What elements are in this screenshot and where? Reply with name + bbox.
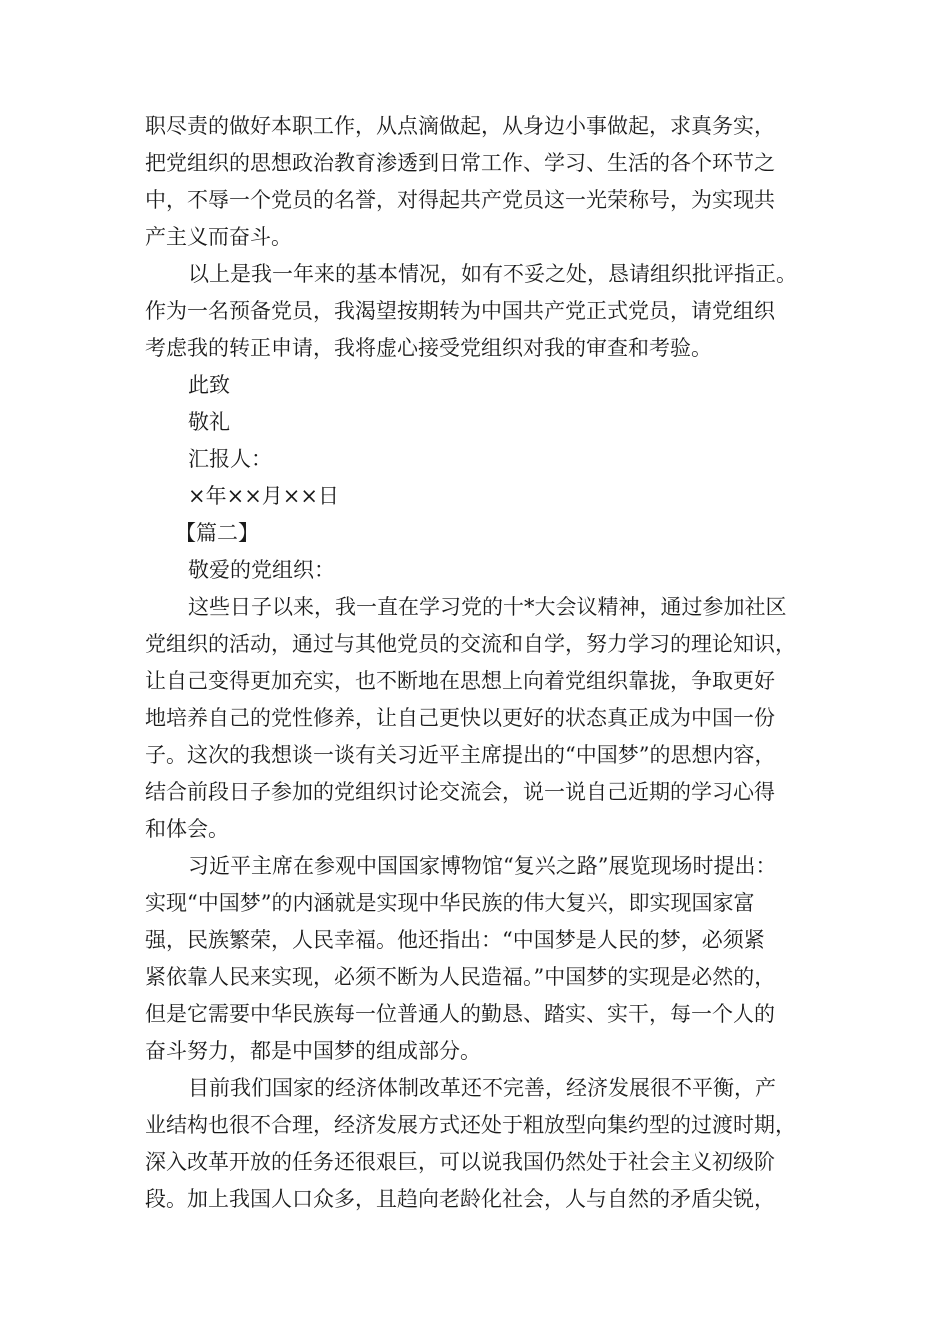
body-text-line: 强，民族繁荣，人民幸福。他还指出：“中国梦是人民的梦，必须紧 xyxy=(145,928,765,952)
paragraph-first-line: 习近平主席在参观中国国家博物馆“复兴之路”展览现场时提出： xyxy=(188,854,777,878)
body-text-line: 实现“中国梦”的内涵就是实现中华民族的伟大复兴，即实现国家富 xyxy=(145,891,755,915)
date-line: ×年××月××日 xyxy=(188,484,339,508)
body-text-line: 把党组织的思想政治教育渗透到日常工作、学习、生活的各个环节之 xyxy=(145,151,775,175)
body-text-line: 紧依靠人民来实现，必须不断为人民造福。”中国梦的实现是必然的， xyxy=(145,965,776,989)
body-text-line: 业结构也很不合理，经济发展方式还处于粗放型向集约型的过渡时期， xyxy=(145,1113,796,1137)
closing-salutation: 此致 xyxy=(188,373,230,397)
paragraph-first-line: 目前我们国家的经济体制改革还不完善，经济发展很不平衡，产 xyxy=(188,1076,776,1100)
body-text-line: 奋斗努力，都是中国梦的组成部分。 xyxy=(145,1039,481,1063)
body-text-line: 中，不辱一个党员的名誉，对得起共产党员这一光荣称号，为实现共 xyxy=(145,188,775,212)
body-text-line: 让自己变得更加充实，也不断地在思想上向着党组织靠拢，争取更好 xyxy=(145,669,775,693)
body-text-line: 职尽责的做好本职工作，从点滴做起，从身边小事做起，求真务实， xyxy=(145,114,775,138)
body-text-line: 段。加上我国人口众多，且趋向老龄化社会，人与自然的矛盾尖锐， xyxy=(145,1187,775,1211)
paragraph-first-line: 这些日子以来，我一直在学习党的十*大会议精神，通过参加社区 xyxy=(188,595,787,619)
greeting-line: 敬爱的党组织： xyxy=(188,558,335,582)
closing-regards: 敬礼 xyxy=(188,410,230,434)
body-text-line: 结合前段日子参加的党组织讨论交流会，说一说自己近期的学习心得 xyxy=(145,780,775,804)
body-text-line: 党组织的活动，通过与其他党员的交流和自学，努力学习的理论知识， xyxy=(145,632,796,656)
body-text-line: 深入改革开放的任务还很艰巨，可以说我国仍然处于社会主义初级阶 xyxy=(145,1150,775,1174)
body-text-line: 子。这次的我想谈一谈有关习近平主席提出的“中国梦”的思想内容， xyxy=(145,743,776,767)
body-text-line: 但是它需要中华民族每一位普通人的勤恳、踏实、实干，每一个人的 xyxy=(145,1002,775,1026)
reporter-label: 汇报人： xyxy=(188,447,272,471)
body-text-line: 作为一名预备党员，我渴望按期转为中国共产党正式党员，请党组织 xyxy=(145,299,775,323)
paragraph-first-line: 以上是我一年来的基本情况，如有不妥之处，恳请组织批评指正。 xyxy=(188,262,797,286)
body-text-line: 考虑我的转正申请，我将虚心接受党组织对我的审查和考验。 xyxy=(145,336,712,360)
section-heading: 【篇二】 xyxy=(175,521,259,545)
body-text-line: 地培养自己的党性修养，让自己更快以更好的状态真正成为中国一份 xyxy=(145,706,775,730)
body-text-line: 和体会。 xyxy=(145,817,229,841)
body-text-line: 产主义而奋斗。 xyxy=(145,225,292,249)
